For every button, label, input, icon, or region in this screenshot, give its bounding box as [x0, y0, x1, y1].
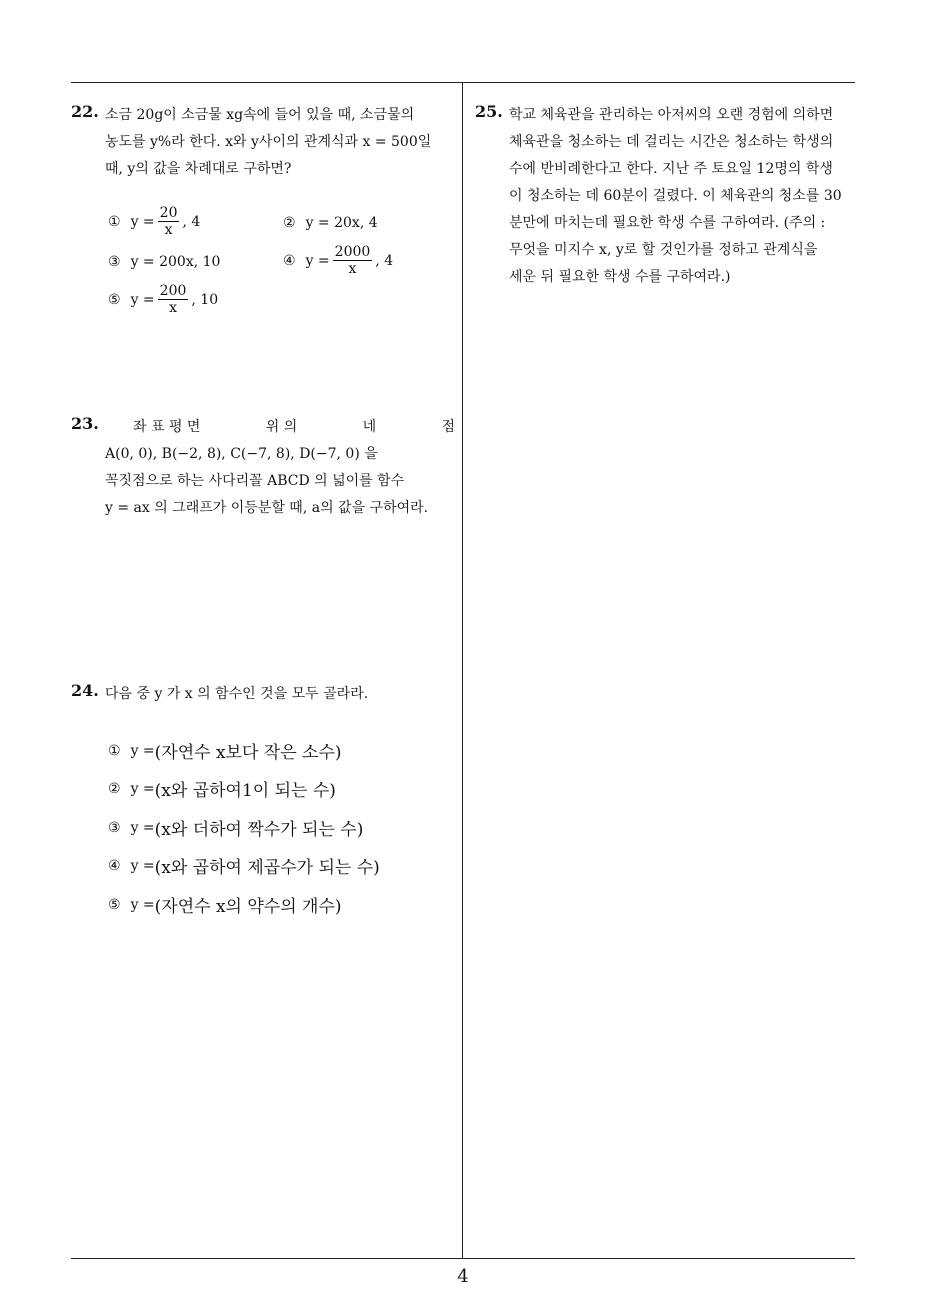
option-5[interactable] [108, 283, 218, 316]
option-marker: ⑤ [108, 896, 121, 913]
question-line: 세운 뒤 필요한 학생 수를 구하여라.) [509, 269, 731, 285]
option-text: (자연수 x의 약수의 개수) [154, 897, 342, 917]
option-3[interactable] [108, 254, 220, 270]
option-text: (x와 곱하여 제곱수가 되는 수) [154, 858, 380, 878]
question-line: 이 청소하는 데 60분이 걸렸다. 이 체육관의 청소를 30 [509, 188, 842, 204]
option-marker: ④ [283, 252, 296, 269]
option-1[interactable] [108, 738, 342, 763]
denominator: x [169, 300, 177, 316]
fraction [158, 283, 189, 316]
option-marker: ① [108, 213, 121, 230]
question-text [105, 681, 368, 708]
question-line: 학교 체육관을 관리하는 아저씨의 오랜 경험에 의하면 [509, 107, 834, 123]
question-text [105, 102, 431, 183]
option-text: y = 20x, 4 [305, 215, 378, 231]
question-line: 때, y의 값을 차례대로 구하면? [105, 161, 292, 177]
question-word: 점 [441, 419, 455, 435]
question-line: 무엇을 미지수 x, y로 할 것인가를 정하고 관계식을 [509, 242, 818, 258]
option-marker: ② [283, 215, 296, 231]
option-rest: , 10 [191, 291, 219, 308]
question-number: 24. [71, 681, 99, 700]
option-text: (자연수 x보다 작은 소수) [154, 743, 342, 763]
option-4[interactable] [283, 244, 393, 277]
option-lhs: y = [130, 896, 155, 913]
option-text: (x와 곱하여1이 되는 수) [154, 781, 336, 801]
option-2[interactable] [283, 215, 378, 231]
option-3[interactable] [108, 815, 363, 840]
option-text: (x와 더하여 짝수가 되는 수) [154, 820, 364, 840]
option-marker: ① [108, 742, 121, 759]
option-1[interactable] [108, 205, 200, 238]
question-line [105, 414, 455, 441]
bottom-rule [71, 1258, 855, 1259]
fraction [333, 244, 373, 277]
numerator: 2000 [334, 244, 371, 260]
option-2[interactable] [108, 776, 336, 801]
page-number: 4 [457, 1266, 469, 1287]
option-5[interactable] [108, 892, 342, 917]
numerator: 20 [159, 205, 178, 221]
option-lhs: y = [130, 213, 155, 230]
option-rest: , 4 [182, 213, 201, 230]
option-lhs: y = [130, 857, 155, 874]
question-line: y = ax 의 그래프가 이등분할 때, a의 값을 구하여라. [105, 500, 429, 516]
option-lhs: y = [130, 819, 155, 836]
question-text [509, 102, 842, 291]
question-line: 꼭짓점으로 하는 사다리꼴 ABCD 의 넓이를 함수 [105, 473, 405, 489]
denominator: x [348, 261, 357, 277]
question-word: 좌 표 평 면 [133, 419, 201, 435]
fraction [158, 205, 180, 238]
question-line: A(0, 0), B(−2, 8), C(−7, 8), D(−7, 0) 을 [105, 446, 378, 462]
question-line: 체육관을 청소하는 데 걸리는 시간은 청소하는 학생의 [509, 134, 834, 150]
question-line: 소금 20g이 소금물 xg속에 들어 있을 때, 소금물의 [105, 107, 415, 123]
question-word: 네 [362, 419, 377, 435]
denominator: x [164, 222, 173, 238]
question-text [105, 414, 455, 522]
option-marker: ④ [108, 857, 121, 874]
option-lhs: y = [130, 742, 155, 759]
question-number: 22. [71, 102, 99, 121]
option-lhs: y = [130, 291, 155, 308]
option-marker: ② [108, 780, 121, 797]
column-divider [462, 82, 463, 1258]
top-rule [71, 82, 855, 83]
numerator: 200 [159, 283, 187, 299]
option-rest: , 4 [375, 252, 394, 269]
option-lhs: y = [305, 252, 330, 269]
option-lhs: y = [130, 780, 155, 797]
option-text: y = 200x, 10 [130, 254, 221, 270]
option-4[interactable] [108, 853, 380, 878]
question-number: 23. [71, 414, 99, 433]
question-line: 다음 중 y 가 x 의 함수인 것을 모두 골라라. [105, 686, 369, 702]
option-marker: ③ [108, 819, 121, 836]
option-marker: ③ [108, 254, 121, 270]
question-word: 위 의 [265, 419, 298, 435]
question-line: 수에 반비례한다고 한다. 지난 주 토요일 12명의 학생 [509, 161, 833, 177]
question-line: 분만에 마치는데 필요한 학생 수를 구하여라. (주의 : [509, 215, 826, 231]
question-line: 농도를 y%라 한다. x와 y사이의 관계식과 x = 500일 [105, 134, 432, 150]
question-number: 25. [475, 102, 503, 121]
option-marker: ⑤ [108, 291, 121, 308]
